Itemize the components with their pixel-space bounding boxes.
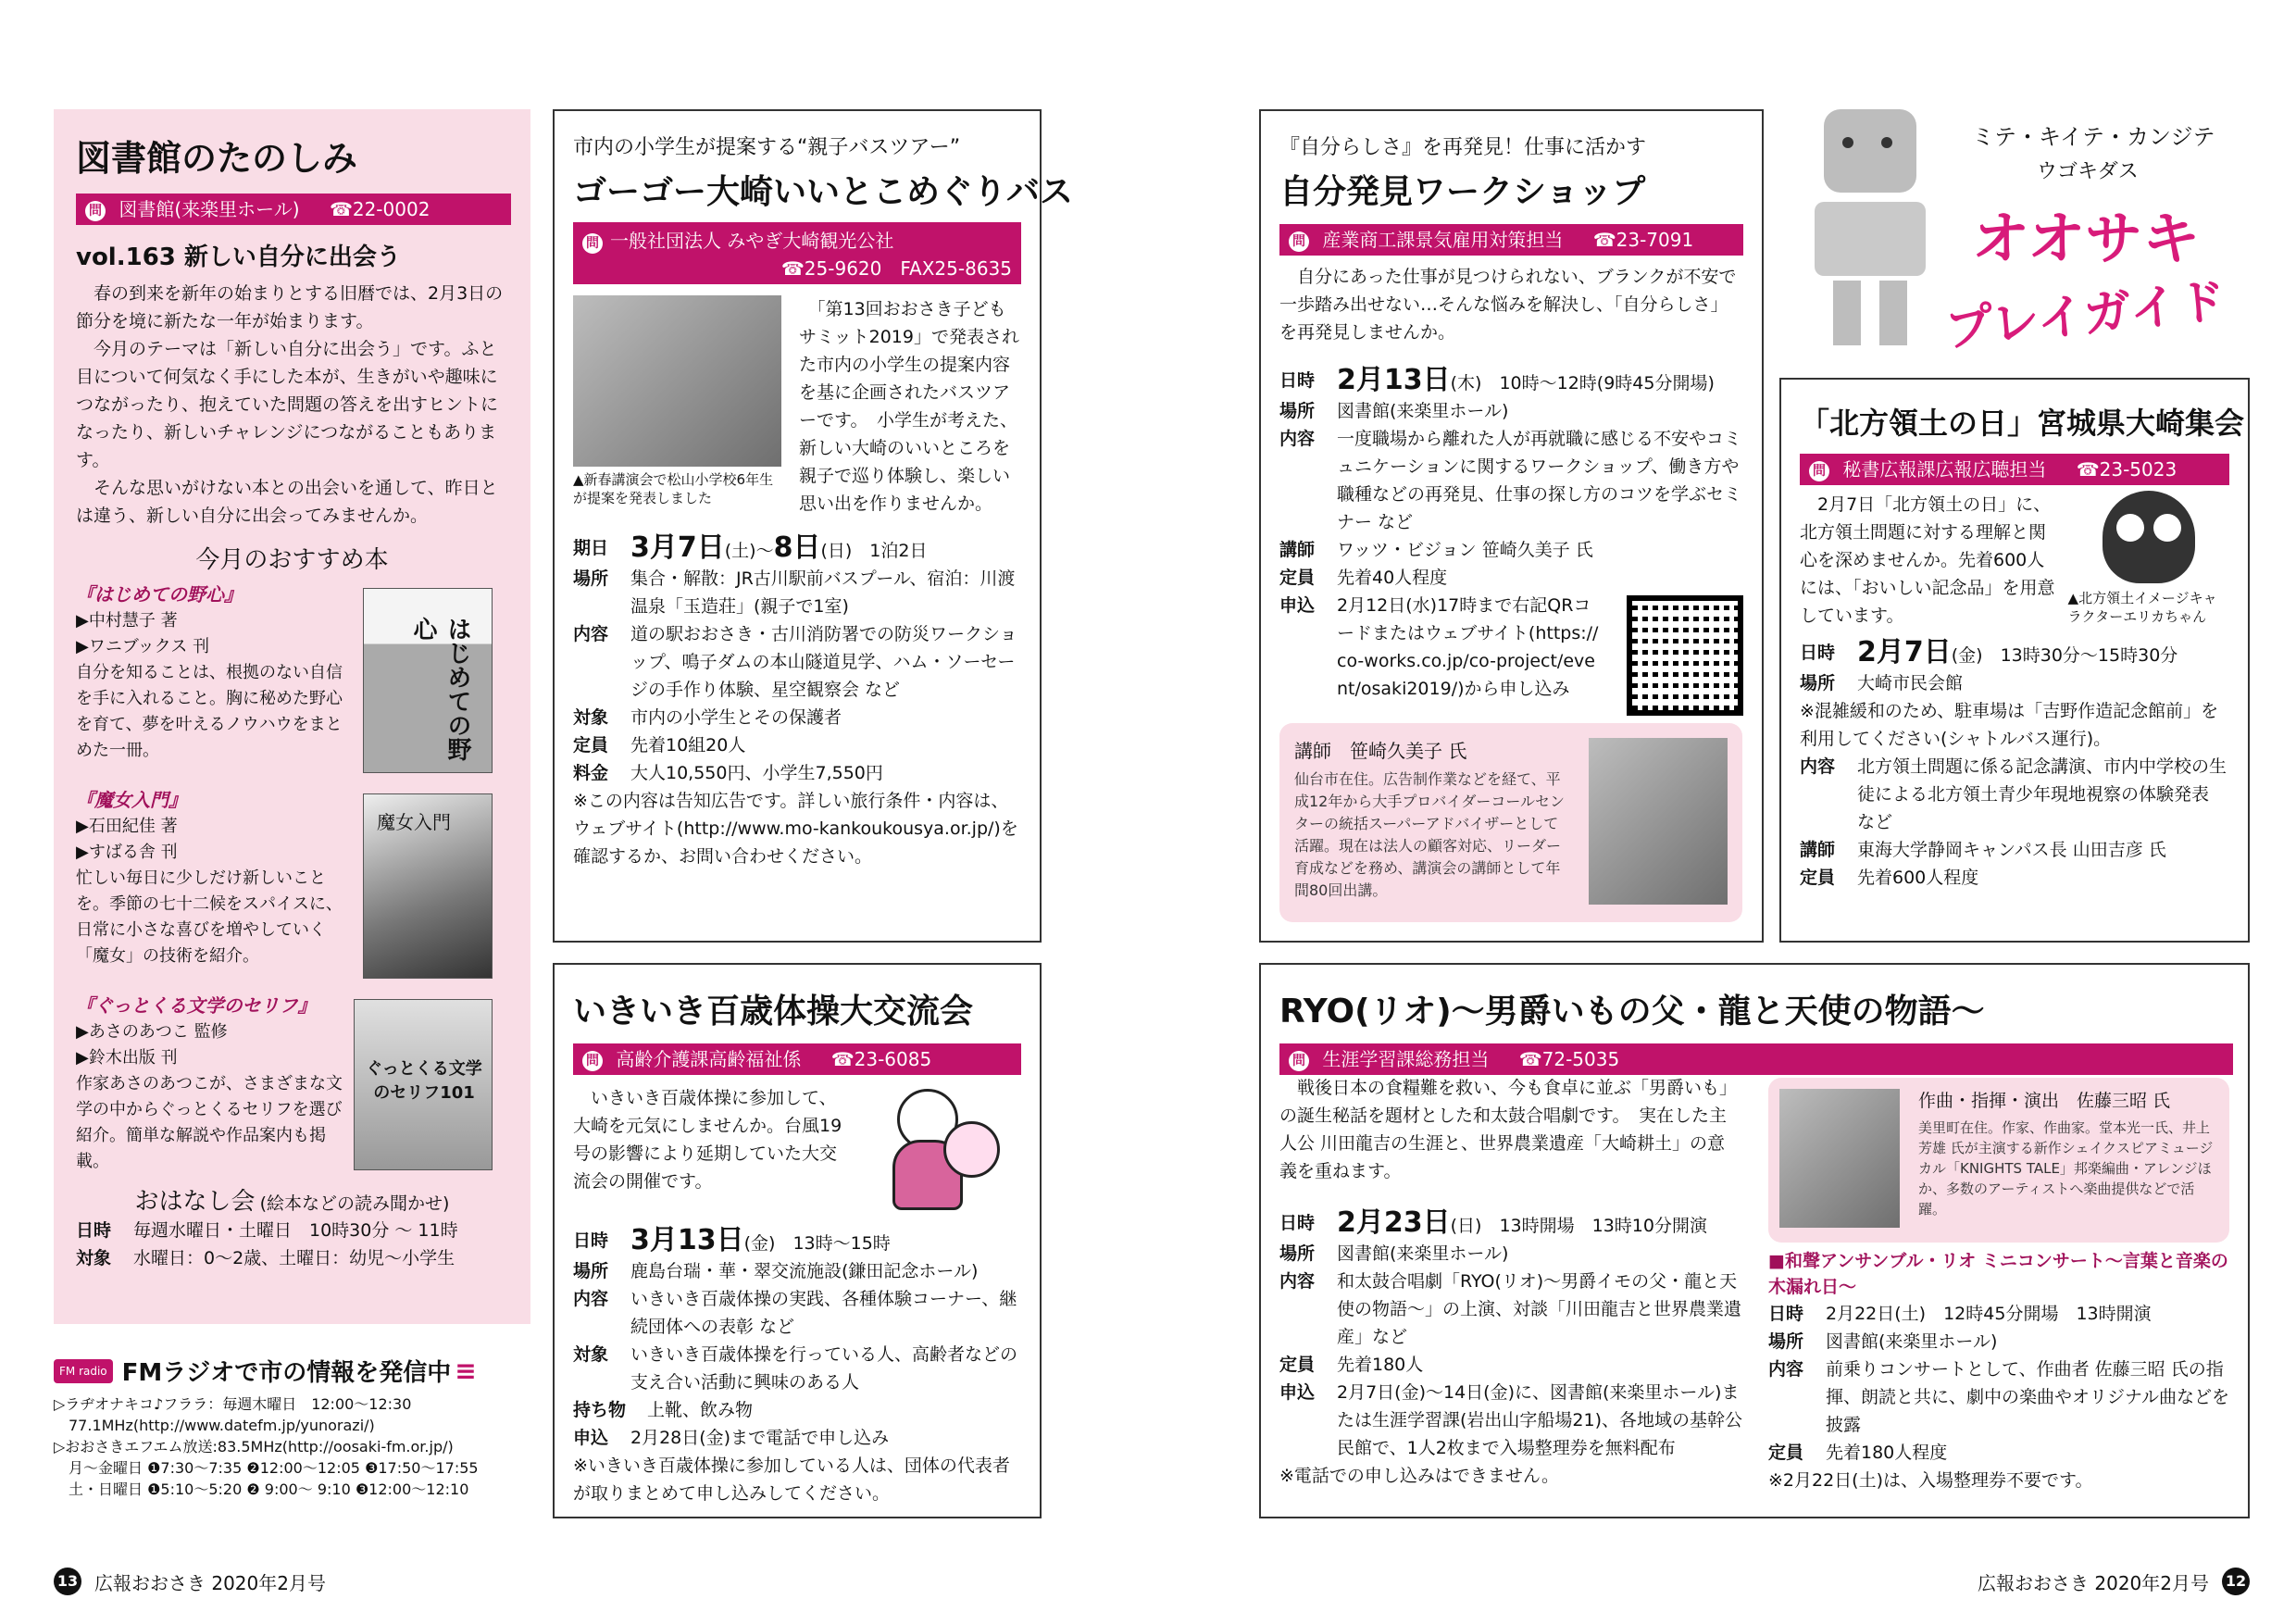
book-desc: 忙しい毎日に少しだけ新しいことを。季節の七十二候をスパイスに、日常に小さな喜びを増やしていく「魔女」の技術を紹介。 bbox=[76, 868, 343, 966]
taiso-target-value: いきいき百歳体操を行っている人、高齢者などの支え合い活動に興味のある人 bbox=[630, 1344, 1018, 1393]
book-publisher: ▶すばる舎 刊 bbox=[76, 843, 178, 862]
workshop-content-key: 内容 bbox=[1279, 429, 1316, 449]
ryo-title: RYO(リオ)～男爵いもの父・龍と天使の物語～ bbox=[1279, 993, 1985, 1031]
ryo-capacity-key: 定員 bbox=[1279, 1355, 1316, 1375]
ryo-mini-place-row bbox=[1768, 1328, 2231, 1355]
library-p2: 今月のテーマは「新しい自分に出会う」です。ふと目について何気なく手にした本が、生きがいや趣味につながったり、抱えていた問題の答えを出すヒントになったり、新しいチャレンジにつながることもあります。 bbox=[76, 339, 499, 470]
ryo-dept: 生涯学習課総務担当 bbox=[1322, 1048, 1490, 1070]
library-contact-bar bbox=[76, 194, 511, 225]
fm-line-4: 月～金曜日 ❶7:30～7:35 ❷12:00～12:05 ❸17:50～17:55 bbox=[54, 1459, 479, 1477]
ohanashi-heading-row bbox=[76, 1182, 508, 1217]
ryo-left-col bbox=[1279, 1074, 1742, 1490]
book-publisher: ▶ワニブックス 刊 bbox=[76, 637, 210, 656]
qr-code-icon[interactable] bbox=[1627, 595, 1743, 716]
ohanashi-date-key: 日時 bbox=[76, 1220, 112, 1241]
book-cover-image bbox=[363, 588, 493, 773]
bus-contact-bar bbox=[573, 222, 1021, 284]
hoppo-content-value: 北方領土問題に係る記念講演、市内中学校の生徒による北方領土青少年現地視察の体験発表 など bbox=[1857, 756, 2227, 832]
page-number-right: 12 bbox=[2222, 1568, 2250, 1595]
hoppo-date-big: 2月7日 bbox=[1857, 636, 1952, 668]
taiso-bring-row bbox=[573, 1396, 1021, 1424]
fm-accent-icon: ≡ bbox=[455, 1355, 477, 1386]
hoppo-caption: ▲北方領土イメージキャラクターエリカちゃん bbox=[2067, 590, 2217, 625]
ryo-profile bbox=[1768, 1078, 2229, 1243]
workshop-place-value: 図書館(来楽里ホール) bbox=[1337, 401, 1509, 421]
hoppo-intro: 2月7日「北方領土の日」に、北方領土問題に対する理解と関心を深めませんか。先着600人には、「おいしい記念品」を用意しています。 bbox=[1800, 494, 2055, 626]
playguide-header bbox=[1796, 109, 2250, 369]
bus-period-big: 3月7日 bbox=[630, 531, 725, 564]
fm-line-5: 土・日曜日 ❶5:10～5:20 ❷ 9:00～ 9:10 ❸12:00～12:10 bbox=[54, 1480, 469, 1498]
bus-target-row bbox=[573, 704, 1021, 731]
bus-intro: 「第13回おおさき子どもサミット2019」で発表された市内の小学生の提案内容を基に企画されたバスツアーです。 小学生が考えた、新しい大崎のいいところを親子で巡り体験し、楽しい思い出を作りませんか。 bbox=[799, 299, 1019, 514]
ryo-mini-title: ■和聲アンサンブル・リオ ミニコンサート～言葉と音楽の木漏れ日～ bbox=[1768, 1251, 2228, 1297]
hoppo-place-row bbox=[1800, 669, 2229, 697]
taiso-illustration bbox=[869, 1084, 1008, 1214]
book-author: ▶石田紀佳 著 bbox=[76, 817, 178, 836]
ryo-mini-content-key: 内容 bbox=[1768, 1359, 1804, 1380]
library-vol: vol.163 新しい自分に出会う bbox=[76, 244, 401, 271]
hoppo-note: ※混雑緩和のため、駐車場は「吉野作造記念館前」を利用してください(シャトルバス運行)。 bbox=[1800, 701, 2219, 749]
hoppo-date-key: 日時 bbox=[1800, 643, 1836, 663]
bus-fee-row bbox=[573, 759, 1021, 787]
hoppo-contact-bar bbox=[1800, 454, 2229, 485]
taiso-target-key: 対象 bbox=[573, 1344, 609, 1365]
ryo-mini-date-key: 日時 bbox=[1768, 1304, 1804, 1324]
ryo-contact-bar bbox=[1279, 1043, 2233, 1075]
ryo-apply-value: 2月7日(金)～14日(金)に、図書館(来楽里ホール)または生涯学習課(岩出山字船場21)、各地域の基幹公民館で、1人2枚まで入場整理券を無料配布 bbox=[1337, 1382, 1743, 1458]
book-item bbox=[76, 992, 508, 1177]
ryo-place-row bbox=[1279, 1240, 1742, 1268]
hoppo-capacity-key: 定員 bbox=[1800, 868, 1836, 888]
book-title: 『はじめての野心』 bbox=[76, 583, 243, 606]
page-number-left: 13 bbox=[54, 1568, 81, 1595]
hoppo-lecturer-value: 東海大学静岡キャンパス長 山田吉彦 氏 bbox=[1857, 840, 2166, 860]
bus-capacity-row bbox=[573, 731, 1021, 759]
book-author: ▶あさのあつこ 監修 bbox=[76, 1022, 228, 1042]
book-cover-image bbox=[354, 999, 493, 1170]
workshop-capacity-value: 先着40人程度 bbox=[1337, 568, 1448, 588]
bus-fax: FAX25-8635 bbox=[900, 257, 1012, 280]
bus-note: ※この内容は告知広告です。詳しい旅行条件・内容は、ウェブサイト(http://www.mo-kankoukousya.or.jp/)を確認するか、お問い合わせください。 bbox=[573, 791, 1018, 867]
playguide-line2: ウゴキダス bbox=[2037, 160, 2139, 183]
taiso-date-row bbox=[573, 1224, 1021, 1257]
taiso-date-big: 3月13日 bbox=[630, 1224, 744, 1256]
taiso-bring-value: 上靴、飲み物 bbox=[647, 1400, 754, 1420]
book-author: ▶中村慧子 著 bbox=[76, 611, 178, 631]
bus-content-row bbox=[573, 620, 1021, 704]
taiso-date-value: (金) 13時～15時 bbox=[743, 1233, 891, 1254]
ohanashi-target-value: 水曜日：0～2歳、土曜日：幼児～小学生 bbox=[133, 1248, 455, 1268]
bus-caption: ▲新春講演会で松山小学校6年生が提案を発表しました bbox=[573, 471, 774, 506]
fm-line-2: 77.1MHz(http://www.datefm.jp/yunorazi/) bbox=[54, 1417, 375, 1434]
taiso-bring-key: 持ち物 bbox=[573, 1400, 627, 1420]
ohanashi-target-key: 対象 bbox=[76, 1248, 112, 1268]
taiso-apply-value: 2月28日(金)まで電話で申し込み bbox=[630, 1428, 890, 1448]
library-title: 図書館のたのしみ bbox=[76, 138, 358, 179]
robot-mascot-icon bbox=[1815, 109, 1935, 350]
taiso-intro: いきいき百歳体操に参加して、大崎を元気にしませんか。台風19号の影響により延期していた大交流会の開催です。 bbox=[573, 1088, 842, 1192]
hoppo-place-value: 大崎市民会館 bbox=[1857, 673, 1964, 693]
footer-left-text: 広報おおさき 2020年2月号 bbox=[94, 1571, 326, 1594]
ryo-mini-capacity-row bbox=[1768, 1439, 2231, 1467]
ryo-mini-date-value: 2月22日(土) 12時45分開場 13時開演 bbox=[1826, 1304, 2152, 1324]
contact-icon: 問 bbox=[85, 201, 106, 221]
playguide-title2: プレイガイド bbox=[1942, 273, 2229, 358]
workshop-apply-row bbox=[1279, 592, 1603, 716]
bus-tel: ☎25-9620 bbox=[780, 257, 882, 280]
library-panel bbox=[54, 109, 530, 1324]
workshop-apply-key: 申込 bbox=[1279, 595, 1316, 616]
ryo-note: ※電話での申し込みはできません。 bbox=[1279, 1466, 1560, 1486]
workshop-profile-name: 講師 笹崎久美子 氏 bbox=[1294, 740, 1467, 762]
bus-period-big2: 8日 bbox=[773, 531, 821, 564]
hoppo-date-value: (金) 13時30分～15時30分 bbox=[1951, 645, 2178, 666]
ohanashi-heading: おはなし会 bbox=[134, 1188, 256, 1216]
taiso-content-row bbox=[573, 1285, 1021, 1341]
taiso-content-key: 内容 bbox=[573, 1289, 609, 1309]
workshop-capacity-row bbox=[1279, 564, 1743, 592]
hoppo-box bbox=[1779, 378, 2250, 943]
workshop-date-value: (木) 10時～12時(9時45分開場) bbox=[1450, 373, 1715, 394]
book-publisher: ▶鈴木出版 刊 bbox=[76, 1048, 178, 1068]
workshop-profile bbox=[1279, 723, 1742, 922]
ryo-date-row bbox=[1279, 1206, 1742, 1240]
ryo-mini-content-row bbox=[1768, 1355, 2231, 1439]
ryo-capacity-value: 先着180人 bbox=[1337, 1355, 1424, 1375]
ryo-content-row bbox=[1279, 1268, 1742, 1351]
taiso-target-row bbox=[573, 1341, 1021, 1396]
hoppo-title: 「北方領土の日」宮城県大崎集会 bbox=[1800, 406, 2245, 441]
bus-org: 一般社団法人 みやぎ大崎観光公社 bbox=[610, 230, 894, 252]
taiso-title: いきいき百歳体操大交流会 bbox=[573, 993, 974, 1031]
bus-capacity-value: 先着10組20人 bbox=[630, 735, 746, 756]
ryo-content-value: 和太鼓合唱劇「RYO(リオ)～男爵イモの父・龍と天使の物語～」の上演、対談「川田龍吉と世界農業遺産」など bbox=[1337, 1271, 1742, 1347]
workshop-capacity-key: 定員 bbox=[1279, 568, 1316, 588]
fm-section bbox=[54, 1354, 535, 1539]
workshop-title: 自分発見ワークショップ bbox=[1279, 173, 1646, 211]
book-cover-text: ぐっとくる文学のセリフ101 bbox=[366, 1059, 482, 1103]
bus-capacity-key: 定員 bbox=[573, 735, 609, 756]
taiso-note: ※いきいき百歳体操に参加している人は、団体の代表者が取りまとめて申し込みしてください。 bbox=[573, 1455, 1010, 1504]
bus-target-value: 市内の小学生とその保護者 bbox=[630, 707, 842, 728]
book-title: 『ぐっとくる文学のセリフ』 bbox=[76, 994, 317, 1017]
bus-period-key: 期日 bbox=[573, 538, 609, 558]
ryo-mini-capacity-key: 定員 bbox=[1768, 1443, 1804, 1463]
hoppo-tel: ☎23-5023 bbox=[2076, 458, 2177, 481]
book-desc: 自分を知ることは、根拠のない自信を手に入れること。胸に秘めた野心を育て、夢を叶えるノウハウをまとめた一冊。 bbox=[76, 663, 343, 760]
workshop-intro: 自分にあった仕事が見つけられない、ブランクが不安で一歩踏み出せない…そんな悩みを解決し、「自分らしさ」を再発見しませんか。 bbox=[1279, 267, 1737, 343]
workshop-content-row bbox=[1279, 425, 1743, 536]
bus-photo bbox=[573, 295, 781, 467]
fm-line-1: ▷ラヂオナキコ♪フララ：毎週木曜日 12:00～12:30 bbox=[54, 1395, 412, 1413]
workshop-profile-text: 仙台市在住。広告制作業などを経て、平成12年から大手プロバイダーコールセンターの統括スーパーアドバイザーとして活躍。現在は法人の顧客対応、リーダー育成などを務め、講演会の講師として年間80回出講。 bbox=[1294, 770, 1566, 899]
fm-heading: FMラジオで市の情報を発信中 bbox=[121, 1359, 452, 1387]
book-item bbox=[76, 581, 508, 786]
hoppo-lecturer-key: 講師 bbox=[1800, 840, 1836, 860]
taiso-dept: 高齢介護課高齢福祉係 bbox=[616, 1048, 802, 1070]
ryo-mini-place-value: 図書館(来楽里ホール) bbox=[1826, 1331, 1998, 1352]
ryo-date-value: (日) 13時開場 13時10分開演 bbox=[1450, 1216, 1707, 1236]
ryo-date-key: 日時 bbox=[1279, 1213, 1316, 1233]
workshop-place-key: 場所 bbox=[1279, 401, 1316, 421]
bus-fee-value: 大人10,550円、小学生7,550円 bbox=[630, 763, 883, 783]
taiso-box bbox=[553, 963, 1042, 1518]
book-cover-text: 魔女入門 bbox=[377, 811, 451, 833]
workshop-tel: ☎23-7091 bbox=[1592, 229, 1694, 251]
rec-heading: 今月のおすすめ本 bbox=[195, 546, 389, 574]
ryo-mini-place-key: 場所 bbox=[1768, 1331, 1804, 1352]
ryo-mini-capacity-value: 先着180人程度 bbox=[1826, 1443, 1948, 1463]
ryo-profile-text: 美里町在住。作家、作曲家。堂本光一氏、井上芳雄 氏が主演する新作シェイクスピアミュージカル「KNIGHTS TALE」邦楽編曲・アレンジほか、多数のアーティストへ楽曲提供などで活躍。 bbox=[1918, 1119, 2214, 1218]
hoppo-place-key: 場所 bbox=[1800, 673, 1836, 693]
ohanashi-target-row bbox=[76, 1244, 508, 1272]
footer-right bbox=[1978, 1565, 2250, 1598]
playguide-title1: オオサキ bbox=[1972, 205, 2201, 272]
ryo-mini-concert bbox=[1768, 1248, 2231, 1494]
workshop-date-row bbox=[1279, 364, 1743, 397]
lecturer-photo bbox=[1589, 738, 1728, 905]
footer-left bbox=[54, 1565, 326, 1598]
contact-icon: 問 bbox=[1809, 461, 1829, 481]
hoppo-date-row bbox=[1800, 636, 2229, 669]
library-contact-place: 図書館(来楽里ホール) bbox=[119, 198, 300, 220]
workshop-contact-bar bbox=[1279, 224, 1743, 256]
bus-title: ゴーゴー大崎いいとこめぐりバス bbox=[573, 173, 1074, 211]
ohanashi-date-row bbox=[76, 1217, 508, 1244]
fm-line-3: ▷おおさきエフエム放送:83.5MHz(http://oosaki-fm.or.jp/) bbox=[54, 1438, 454, 1455]
erika-mascot-icon bbox=[2103, 491, 2195, 583]
book-item bbox=[76, 786, 508, 992]
ryo-profile-name: 作曲・指揮・演出 佐藤三昭 氏 bbox=[1918, 1091, 2171, 1111]
hoppo-content-key: 内容 bbox=[1800, 756, 1836, 777]
ryo-date-big: 2月23日 bbox=[1337, 1206, 1451, 1239]
ryo-apply-row bbox=[1279, 1379, 1742, 1462]
hoppo-content-row bbox=[1800, 753, 2229, 836]
taiso-place-row bbox=[573, 1257, 1021, 1285]
contact-icon: 問 bbox=[582, 1051, 603, 1071]
taiso-place-value: 鹿島台瑞・華・翠交流施設(鎌田記念ホール) bbox=[630, 1261, 979, 1281]
workshop-lecturer-key: 講師 bbox=[1279, 540, 1316, 560]
hoppo-lecturer-row bbox=[1800, 836, 2229, 864]
library-p1: 春の到来を新年の始まりとする旧暦では、2月3日の節分を境に新たな一年が始まります。 bbox=[76, 283, 504, 331]
workshop-dept: 産業商工課景気雇用対策担当 bbox=[1322, 229, 1564, 251]
contact-icon: 問 bbox=[1289, 1051, 1309, 1071]
ohanashi-note: (絵本などの読み聞かせ) bbox=[259, 1193, 450, 1214]
bus-place-value: 集合・解散：JR古川駅前バスプール、宿泊：川渡温泉「玉造荘」(親子で1室) bbox=[630, 568, 1016, 617]
workshop-content-value: 一度職場から離れた人が再就職に感じる不安やコミュニケーションに関するワークショップ、働き方や職種などの再発見、仕事の探し方のコツを学ぶセミナー など bbox=[1337, 429, 1742, 532]
workshop-apply-value: 2月12日(水)17時まで右記QRコードまたはウェブサイト(https://co-works.co.jp/co-project/event/osaki2019/)から申し込み bbox=[1337, 595, 1599, 699]
ryo-content-key: 内容 bbox=[1279, 1271, 1316, 1292]
bus-place-row bbox=[573, 565, 1021, 620]
taiso-date-key: 日時 bbox=[573, 1230, 609, 1251]
playguide-line1: ミテ・キイテ・カンジテ bbox=[1972, 124, 2215, 150]
hoppo-capacity-row bbox=[1800, 864, 2229, 892]
ryo-mini-date-row bbox=[1768, 1300, 2231, 1328]
bus-kicker: 市内の小学生が提案する“親子バスツアー” bbox=[573, 136, 961, 159]
workshop-date-key: 日時 bbox=[1279, 370, 1316, 391]
ryo-mini-note: ※2月22日(土)は、入場整理券不要です。 bbox=[1768, 1470, 2093, 1491]
book-cover-image bbox=[363, 793, 493, 979]
taiso-content-value: いきいき百歳体操の実践、各種体験コーナー、継続団体への表彰 など bbox=[630, 1289, 1017, 1337]
bus-fee-key: 料金 bbox=[573, 763, 609, 783]
bus-content-value: 道の駅おおさき・古川消防署での防災ワークショップ、鳴子ダムの本山隧道見学、ハム・ソーセージの手作り体験、星空観察会 など bbox=[630, 624, 1017, 700]
taiso-apply-key: 申込 bbox=[573, 1428, 609, 1448]
workshop-place-row bbox=[1279, 397, 1743, 425]
taiso-apply-row bbox=[573, 1424, 1021, 1452]
ryo-mini-content-value: 前乗りコンサートとして、作曲者 佐藤三昭 氏の指揮、朗読と共に、劇中の楽曲やオリジナル曲などを披露 bbox=[1826, 1359, 2230, 1435]
hoppo-capacity-value: 先着600人程度 bbox=[1857, 868, 1979, 888]
bus-content-key: 内容 bbox=[573, 624, 609, 644]
bus-target-key: 対象 bbox=[573, 707, 609, 728]
workshop-kicker: 『自分らしさ』を再発見！仕事に活かす bbox=[1279, 136, 1647, 159]
library-contact-tel: ☎22-0002 bbox=[329, 198, 430, 220]
bus-tour-box bbox=[553, 109, 1074, 943]
contact-icon: 問 bbox=[1289, 231, 1309, 252]
ohanashi-date-value: 毎週水曜日・土曜日 10時30分 ～ 11時 bbox=[133, 1220, 458, 1241]
composer-photo bbox=[1779, 1089, 1900, 1228]
taiso-tel: ☎23-6085 bbox=[830, 1048, 932, 1070]
ryo-capacity-row bbox=[1279, 1351, 1742, 1379]
footer-right-text: 広報おおさき 2020年2月号 bbox=[1978, 1571, 2209, 1594]
fm-radio-badge: FM radio bbox=[54, 1359, 113, 1383]
library-p3: そんな思いがけない本との出会いを通して、昨日とは違う、新しい自分に出会ってみませんか。 bbox=[76, 478, 498, 526]
workshop-box bbox=[1259, 109, 1764, 943]
taiso-place-key: 場所 bbox=[573, 1261, 609, 1281]
taiso-contact-bar bbox=[573, 1043, 1021, 1075]
book-cover-text: はじめての野心 bbox=[409, 617, 471, 761]
ryo-box bbox=[1259, 963, 2250, 1518]
workshop-lecturer-value: ワッツ・ビジョン 笹崎久美子 氏 bbox=[1337, 540, 1593, 560]
bus-period-day2: (日) 1泊2日 bbox=[820, 541, 928, 561]
bus-period-row bbox=[573, 531, 1021, 565]
ryo-place-value: 図書館(来楽里ホール) bbox=[1337, 1243, 1509, 1264]
ryo-place-key: 場所 bbox=[1279, 1243, 1316, 1264]
workshop-lecturer-row bbox=[1279, 536, 1743, 564]
ryo-apply-key: 申込 bbox=[1279, 1382, 1316, 1403]
ryo-tel: ☎72-5035 bbox=[1518, 1048, 1620, 1070]
bus-period-day1: (土)～ bbox=[724, 541, 774, 561]
bus-place-key: 場所 bbox=[573, 568, 609, 589]
ryo-intro: 戦後日本の食糧難を救い、今も食卓に並ぶ「男爵いも」の誕生秘話を題材とした和太鼓合唱劇です。 実在した主人公 川田龍吉の生涯と、世界農業遺産「大崎耕土」の意義を重ねます。 bbox=[1279, 1078, 1738, 1181]
workshop-date-big: 2月13日 bbox=[1337, 364, 1451, 396]
hoppo-dept: 秘書広報課広報広聴担当 bbox=[1842, 458, 2047, 481]
contact-icon: 問 bbox=[582, 233, 603, 254]
book-desc: 作家あさのあつこが、さまざまな文学の中からぐっとくるセリフを選び紹介。簡単な解説や作品案内も掲載。 bbox=[76, 1074, 343, 1171]
book-title: 『魔女入門』 bbox=[76, 789, 187, 811]
